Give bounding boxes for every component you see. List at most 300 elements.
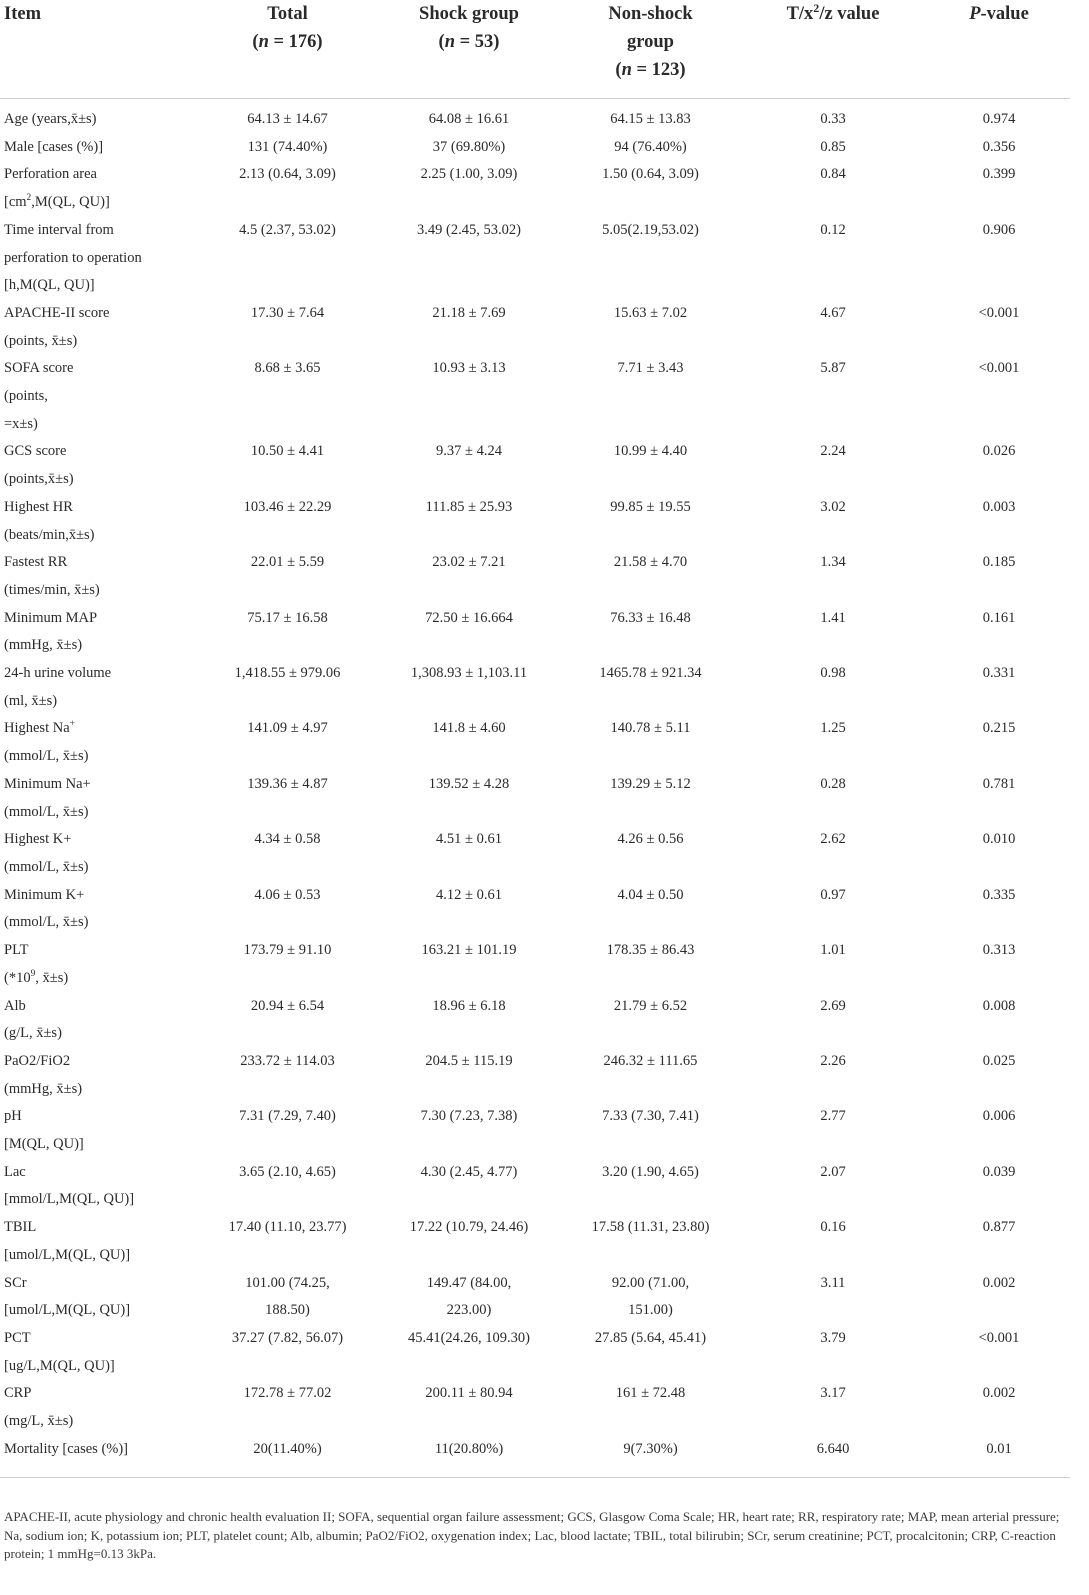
- cell-nonshock: [563, 771, 738, 826]
- cell-item: [0, 1103, 200, 1158]
- cell-stat: [738, 1048, 928, 1103]
- cell-nonshock: [563, 438, 738, 493]
- cell-item-line: Alb: [4, 997, 26, 1014]
- cell-nonshock-line: 21.79 ± 6.52: [613, 997, 688, 1014]
- table-row: [0, 1436, 1070, 1478]
- cell-nonshock: [563, 1325, 738, 1380]
- cell-p: [928, 134, 1070, 162]
- cell-item-line: (mmHg, x̄±s): [4, 637, 83, 654]
- cell-shock-line: 23.02 ± 7.21: [432, 554, 506, 571]
- cell-nonshock-line: 76.33 ± 16.48: [610, 609, 691, 626]
- header-total: [200, 0, 375, 99]
- header-stat: [738, 0, 928, 99]
- cell-item: [0, 161, 200, 216]
- cell-item-line: (mmHg, x̄±s): [4, 1080, 83, 1097]
- cell-p: [928, 494, 1070, 549]
- header-stat-label: $T/x^2/z$ value: [786, 0, 880, 24]
- cell-item-line: [ug/L,M(QL, QU)]: [4, 1357, 115, 1374]
- cell-shock-line: 4.12 ± 0.61: [436, 886, 502, 903]
- cell-stat-line: 0.84: [820, 166, 846, 183]
- cell-p: [928, 217, 1070, 300]
- cell-shock-line: 139.52 ± 4.28: [428, 775, 510, 792]
- cell-shock: [375, 1048, 563, 1103]
- cell-nonshock: [563, 937, 738, 992]
- cell-nonshock: [563, 1048, 738, 1103]
- cell-item-line: (mmol/L, x̄±s): [4, 748, 89, 765]
- cell-stat-line: 0.33: [820, 111, 846, 127]
- cell-nonshock: [563, 355, 738, 438]
- cell-stat: [738, 549, 928, 604]
- cell-total-line: 20(11.40%): [253, 1440, 322, 1457]
- cell-nonshock-line: 161 ± 72.48: [615, 1385, 686, 1402]
- cell-total-line: 4.34 ± 0.58: [254, 831, 321, 848]
- cell-stat: [738, 993, 928, 1048]
- cell-total: [200, 605, 375, 660]
- cell-item-line: Male [cases (%)]: [4, 138, 104, 155]
- cell-item-line: Mortality [cases (%)]: [4, 1440, 129, 1457]
- cell-item-line: TBIL: [4, 1219, 37, 1236]
- table-body: [0, 99, 1070, 1478]
- cell-item-line: [M(QL, QU)]: [4, 1136, 84, 1153]
- cell-nonshock-line: 92.00 (71.00,: [611, 1274, 690, 1291]
- cell-p-line: 0.006: [982, 1108, 1016, 1125]
- cell-stat-line: 3.17: [820, 1385, 846, 1402]
- cell-total: [200, 1436, 375, 1478]
- cell-nonshock: [563, 993, 738, 1048]
- cell-item-line: Highest K+: [4, 831, 72, 848]
- cell-p-line: <0.001: [978, 360, 1020, 377]
- cell-shock-line: 18.96 ± 6.18: [432, 997, 506, 1014]
- cell-item: [0, 660, 200, 715]
- cell-item: [0, 1380, 200, 1435]
- cell-nonshock-line: 4.26 ± 0.56: [617, 831, 684, 848]
- cell-shock-line: 7.30 (7.23, 7.38): [420, 1108, 518, 1125]
- cell-stat-line: 3.02: [820, 498, 846, 515]
- cell-p: [928, 882, 1070, 937]
- cell-total: [200, 882, 375, 937]
- cell-stat-line: 1.25: [820, 720, 846, 737]
- cell-shock: [375, 161, 563, 216]
- cell-total-line: 131 (74.40%): [247, 138, 328, 155]
- cell-stat-line: 2.26: [820, 1052, 846, 1069]
- cell-item-line: perforation to operation: [4, 249, 142, 266]
- cell-stat-line: 0.98: [820, 665, 846, 682]
- cell-total-line: 2.13 (0.64, 3.09): [239, 166, 336, 183]
- cell-nonshock: [563, 605, 738, 660]
- cell-p: [928, 161, 1070, 216]
- cell-nonshock: [563, 161, 738, 216]
- cell-total-line: 37.27 (7.82, 56.07): [231, 1329, 344, 1346]
- header-nonshock-label-1: Non-shock: [608, 4, 693, 24]
- cell-shock-line: 223.00): [446, 1302, 492, 1319]
- cell-stat: [738, 494, 928, 549]
- cell-p-line: 0.026: [982, 443, 1016, 460]
- cell-shock: [375, 99, 563, 134]
- cell-p-line: 0.003: [982, 498, 1016, 515]
- table-row: [0, 438, 1070, 493]
- cell-shock-line: 45.41(24.26, 109.30): [407, 1329, 531, 1346]
- cell-total: [200, 161, 375, 216]
- cell-total-line: 20.94 ± 6.54: [250, 997, 325, 1014]
- cell-item: [0, 937, 200, 992]
- cell-item-line: [mmol/L,M(QL, QU)]: [4, 1191, 135, 1208]
- cell-item-line: Perforation area: [4, 166, 97, 183]
- cell-total: [200, 217, 375, 300]
- cell-shock: [375, 1380, 563, 1435]
- cell-item-line: Lac: [4, 1163, 26, 1180]
- cell-p-line: 0.185: [982, 554, 1016, 571]
- cell-stat: [738, 937, 928, 992]
- cell-stat: [738, 1159, 928, 1214]
- cell-shock: [375, 715, 563, 770]
- cell-stat: [738, 1380, 928, 1435]
- cell-shock: [375, 217, 563, 300]
- cell-item: [0, 1214, 200, 1269]
- cell-item: [0, 826, 200, 881]
- cell-item-line: PCT: [4, 1329, 31, 1346]
- cell-item-line: (mg/L, x̄±s): [4, 1413, 74, 1430]
- cell-shock-line: 149.47 (84.00,: [426, 1274, 512, 1291]
- cell-item-line: Minimum K+: [4, 886, 85, 903]
- cell-p: [928, 715, 1070, 770]
- cell-item: [0, 1270, 200, 1325]
- cell-total: [200, 826, 375, 881]
- cell-shock: [375, 937, 563, 992]
- cell-shock: [375, 993, 563, 1048]
- cell-p: [928, 1103, 1070, 1158]
- cell-total: [200, 99, 375, 134]
- cell-item-line: APACHE-II score: [4, 304, 110, 321]
- cell-stat: [738, 134, 928, 162]
- cell-p: [928, 1380, 1070, 1435]
- cell-total: [200, 1103, 375, 1158]
- cell-item: [0, 1048, 200, 1103]
- cell-nonshock-line: 10.99 ± 4.40: [613, 443, 688, 460]
- cell-total: [200, 1214, 375, 1269]
- cell-item: [0, 494, 200, 549]
- cell-item: [0, 549, 200, 604]
- cell-shock: [375, 134, 563, 162]
- cell-item: [0, 99, 200, 134]
- cell-shock-line: 4.30 (2.45, 4.77): [420, 1163, 518, 1180]
- cell-total: [200, 1380, 375, 1435]
- cell-stat-line: 2.69: [820, 997, 846, 1014]
- cell-item: [0, 1325, 200, 1380]
- cell-nonshock: [563, 1214, 738, 1269]
- cell-item-line: PLT: [4, 942, 29, 959]
- cell-nonshock: [563, 494, 738, 549]
- cell-nonshock-line: 27.85 (5.64, 45.41): [594, 1329, 707, 1346]
- cell-total-line: 172.78 ± 77.02: [243, 1385, 332, 1402]
- cell-nonshock-line: 64.15 ± 13.83: [610, 111, 691, 127]
- cell-item: [0, 771, 200, 826]
- cell-nonshock-line: 4.04 ± 0.50: [617, 886, 684, 903]
- cell-shock-line: 72.50 ± 16.664: [425, 609, 513, 626]
- cell-stat-line: 0.97: [820, 886, 846, 903]
- table-row: [0, 161, 1070, 216]
- cell-stat-line: 0.85: [820, 138, 846, 155]
- cell-nonshock: [563, 882, 738, 937]
- cell-item: [0, 715, 200, 770]
- cell-stat: [738, 1325, 928, 1380]
- table-row: [0, 1214, 1070, 1269]
- cell-shock-line: 200.11 ± 80.94: [425, 1385, 513, 1402]
- cell-nonshock-line: 246.32 ± 111.65: [603, 1052, 698, 1069]
- cell-total-line: 103.46 ± 22.29: [243, 498, 332, 515]
- cell-total: [200, 494, 375, 549]
- table-row: [0, 99, 1070, 134]
- cell-item: [0, 1436, 200, 1478]
- cell-total-line: 1,418.55 ± 979.06: [234, 665, 341, 682]
- cell-shock-line: 10.93 ± 3.13: [432, 360, 506, 377]
- cell-total-line: 22.01 ± 5.59: [250, 554, 325, 571]
- cell-p-line: <0.001: [978, 304, 1020, 321]
- cell-shock: [375, 826, 563, 881]
- table-row: [0, 549, 1070, 604]
- cell-nonshock: [563, 1103, 738, 1158]
- cell-p-line: 0.215: [982, 720, 1016, 737]
- cell-shock: [375, 300, 563, 355]
- cell-nonshock-line: 9(7.30%): [623, 1440, 678, 1457]
- cell-p: [928, 1270, 1070, 1325]
- cell-p: [928, 1325, 1070, 1380]
- cell-shock-line: 37 (69.80%): [432, 138, 506, 155]
- cell-nonshock: [563, 134, 738, 162]
- cell-shock-line: 9.37 ± 4.24: [436, 443, 502, 460]
- cell-item-line: SOFA score: [4, 360, 74, 377]
- cell-total-line: 64.13 ± 14.67: [247, 111, 328, 127]
- cell-total-line: 8.68 ± 3.65: [254, 360, 321, 377]
- cell-nonshock: [563, 99, 738, 134]
- cell-nonshock: [563, 549, 738, 604]
- cell-shock-line: 11(20.80%): [434, 1440, 504, 1457]
- cell-total: [200, 1325, 375, 1380]
- cell-shock-line: 204.5 ± 115.19: [425, 1052, 513, 1069]
- cell-stat: [738, 1214, 928, 1269]
- cell-shock-line: 2.25 (1.00, 3.09): [420, 166, 518, 183]
- cell-item-line: (beats/min,x̄±s): [4, 526, 95, 543]
- table-row: [0, 134, 1070, 162]
- cell-nonshock: [563, 1380, 738, 1435]
- cell-nonshock-line: 1465.78 ± 921.34: [599, 665, 702, 682]
- cell-p-line: 0.335: [982, 886, 1016, 903]
- cell-item-line: Fastest RR: [4, 554, 68, 571]
- cell-nonshock-line: 7.33 (7.30, 7.41): [602, 1108, 699, 1125]
- cell-stat-line: 0.12: [820, 221, 846, 238]
- cell-item-line: (ml, x̄±s): [4, 692, 58, 709]
- cell-item-line: CRP: [4, 1385, 32, 1402]
- cell-shock: [375, 1159, 563, 1214]
- cell-p-line: 0.313: [982, 942, 1016, 959]
- table-row: [0, 771, 1070, 826]
- cell-p-line: 0.161: [982, 609, 1016, 626]
- cell-total: [200, 1270, 375, 1325]
- cell-shock-line: 1,308.93 ± 1,103.11: [410, 665, 528, 682]
- cell-p: [928, 605, 1070, 660]
- cell-p: [928, 826, 1070, 881]
- cell-stat: [738, 438, 928, 493]
- cell-item: [0, 993, 200, 1048]
- cell-item-line: Minimum MAP: [4, 609, 98, 626]
- cell-item-line: [umol/L,M(QL, QU)]: [4, 1302, 131, 1319]
- cell-total: [200, 771, 375, 826]
- cell-total-line: 7.31 (7.29, 7.40): [239, 1108, 336, 1125]
- header-nonshock-n: (n = 123): [615, 60, 686, 80]
- cell-p-line: 0.877: [982, 1219, 1016, 1236]
- header-shock-n: (n = 53): [438, 32, 500, 52]
- cell-item-line: (mmol/L, x̄±s): [4, 858, 89, 875]
- cell-stat-line: 4.67: [820, 304, 846, 321]
- cell-nonshock: [563, 1270, 738, 1325]
- table-row: [0, 715, 1070, 770]
- table-row: [0, 937, 1070, 992]
- cell-nonshock: [563, 826, 738, 881]
- cell-shock-line: 111.85 ± 25.93: [425, 498, 513, 515]
- cell-total-line: 4.06 ± 0.53: [254, 886, 321, 903]
- cell-total-line: 17.30 ± 7.64: [250, 304, 325, 321]
- cell-stat-line: 6.640: [816, 1440, 850, 1457]
- cell-p: [928, 438, 1070, 493]
- cell-stat: [738, 660, 928, 715]
- cell-item: [0, 605, 200, 660]
- cell-nonshock-line: 21.58 ± 4.70: [613, 554, 688, 571]
- cell-item-line: (points,x̄±s): [4, 471, 74, 488]
- table-row: [0, 1325, 1070, 1380]
- cell-nonshock-line: 99.85 ± 19.55: [610, 498, 691, 515]
- cell-nonshock-line: 151.00): [628, 1302, 673, 1319]
- cell-shock: [375, 494, 563, 549]
- cell-shock: [375, 1103, 563, 1158]
- table-row: [0, 605, 1070, 660]
- cell-p-line: 0.974: [982, 111, 1016, 127]
- cell-total-line: 233.72 ± 114.03: [240, 1052, 335, 1069]
- cell-nonshock-line: 178.35 ± 86.43: [606, 942, 695, 959]
- cell-p: [928, 99, 1070, 134]
- cell-item-line: (g/L, x̄±s): [4, 1025, 62, 1042]
- cell-p: [928, 549, 1070, 604]
- table-row: [0, 300, 1070, 355]
- cell-p-line: 0.008: [982, 997, 1016, 1014]
- cell-item: [0, 438, 200, 493]
- cell-nonshock-line: 1.50 (0.64, 3.09): [602, 166, 699, 183]
- cell-nonshock-line: 5.05(2.19,53.02): [602, 221, 699, 238]
- cell-total-line: 3.65 (2.10, 4.65): [239, 1163, 336, 1180]
- cell-item-line: =x±s): [4, 415, 38, 432]
- cell-item: [0, 355, 200, 438]
- cell-total: [200, 134, 375, 162]
- cell-item-line: [$cm^2,M(QL$, QU)]: [4, 193, 110, 211]
- cell-stat: [738, 882, 928, 937]
- cell-total-line: 139.36 ± 4.87: [247, 775, 328, 792]
- cell-total-line: 4.5 (2.37, 53.02): [239, 221, 336, 238]
- table-row: [0, 1380, 1070, 1435]
- header-total-n: (n = 176): [252, 32, 323, 52]
- cell-stat-line: 2.24: [820, 443, 846, 460]
- cell-stat-line: 1.41: [820, 609, 846, 626]
- header-shock: [375, 0, 563, 99]
- cell-shock: [375, 605, 563, 660]
- cell-item-line: Time interval from: [4, 221, 114, 238]
- cell-shock: [375, 771, 563, 826]
- cell-stat: [738, 605, 928, 660]
- cell-item-line: Highest HR: [4, 498, 73, 515]
- header-total-label: Total: [267, 4, 308, 24]
- table-row: [0, 660, 1070, 715]
- cell-item-line: (points,: [4, 388, 48, 405]
- cell-stat-line: 3.11: [820, 1274, 846, 1291]
- cell-item: [0, 1159, 200, 1214]
- cell-p-line: 0.781: [982, 775, 1016, 792]
- cell-nonshock-line: 139.29 ± 5.12: [610, 775, 691, 792]
- cell-nonshock-line: 7.71 ± 3.43: [617, 360, 684, 377]
- table-header: [0, 0, 1070, 99]
- header-nonshock: [563, 0, 738, 99]
- cell-stat: [738, 300, 928, 355]
- cell-stat: [738, 1436, 928, 1478]
- cell-nonshock-line: 140.78 ± 5.11: [610, 720, 691, 737]
- header-item-label: Item: [4, 4, 41, 24]
- cell-stat: [738, 715, 928, 770]
- cell-shock: [375, 882, 563, 937]
- cell-item-line: ($*10^9$, x̄±s): [4, 968, 69, 986]
- cell-nonshock-line: 15.63 ± 7.02: [613, 304, 688, 321]
- cell-item-line: PaO2/FiO2: [4, 1052, 71, 1069]
- cell-item-line: [h,M(QL, QU)]: [4, 277, 95, 294]
- cell-p-line: 0.002: [982, 1385, 1016, 1402]
- cell-p: [928, 993, 1070, 1048]
- table-row: [0, 494, 1070, 549]
- cell-item-line: Highest Na+: [4, 719, 75, 737]
- cell-item: [0, 134, 200, 162]
- cell-stat-line: 3.79: [820, 1329, 846, 1346]
- cell-item: [0, 882, 200, 937]
- cell-p: [928, 1436, 1070, 1478]
- cell-stat-line: 0.16: [820, 1219, 846, 1236]
- cell-p-line: 0.010: [982, 831, 1016, 848]
- cell-p-line: 0.399: [982, 166, 1016, 183]
- cell-nonshock: [563, 715, 738, 770]
- cell-item-line: [umol/L,M(QL, QU)]: [4, 1246, 131, 1263]
- cell-stat: [738, 1270, 928, 1325]
- cell-p: [928, 355, 1070, 438]
- cell-stat-line: 2.62: [820, 831, 846, 848]
- cell-shock-line: 17.22 (10.79, 24.46): [409, 1219, 529, 1236]
- cell-stat: [738, 161, 928, 216]
- cell-stat: [738, 217, 928, 300]
- cell-shock-line: 3.49 (2.45, 53.02): [417, 221, 521, 238]
- table-row: [0, 1159, 1070, 1214]
- cell-shock-line: 64.08 ± 16.61: [428, 111, 510, 127]
- table-row: [0, 882, 1070, 937]
- cell-total: [200, 438, 375, 493]
- cell-item-line: (times/min, x̄±s): [4, 581, 100, 598]
- cell-stat: [738, 1103, 928, 1158]
- cell-p: [928, 1048, 1070, 1103]
- table-row: [0, 355, 1070, 438]
- cell-shock: [375, 438, 563, 493]
- cell-p-line: 0.356: [982, 138, 1016, 155]
- cell-total: [200, 1048, 375, 1103]
- cell-stat: [738, 826, 928, 881]
- cell-item: [0, 300, 200, 355]
- table-row: [0, 1270, 1070, 1325]
- cell-total-line: 75.17 ± 16.58: [247, 609, 328, 626]
- cell-shock: [375, 1214, 563, 1269]
- cell-p-line: 0.025: [982, 1052, 1016, 1069]
- cell-total: [200, 993, 375, 1048]
- cell-stat-line: 0.28: [820, 775, 846, 792]
- cell-nonshock: [563, 1436, 738, 1478]
